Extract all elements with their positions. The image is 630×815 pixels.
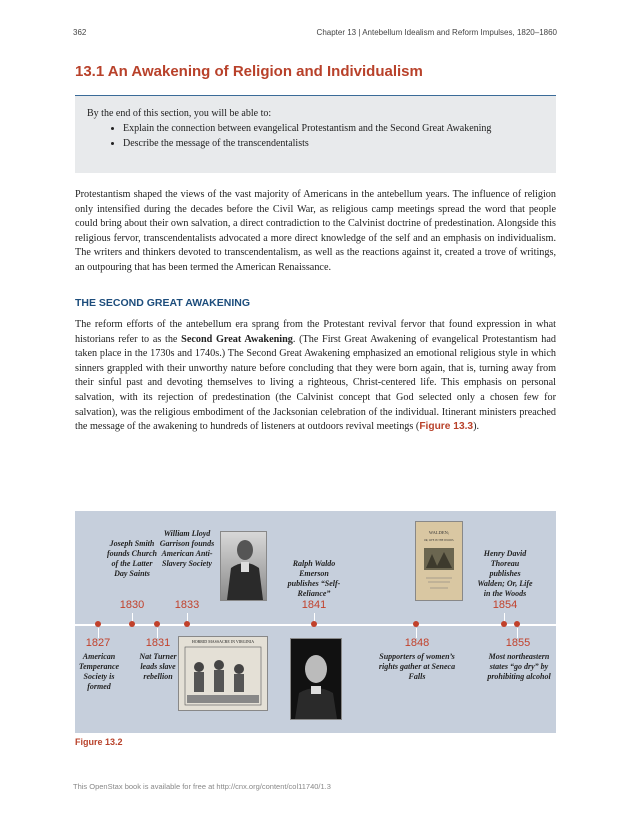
objective-item: • Describe the message of the transcendentalists	[123, 136, 544, 151]
learning-objectives-box	[75, 95, 556, 173]
event-text: Henry David Thoreau publishes Walden; Or, Life in the Woods	[477, 549, 533, 598]
timeline-dot	[413, 621, 419, 627]
event-year: 1833	[174, 599, 200, 611]
event-text: William Lloyd Garrison founds American Anti-Slavery Society	[159, 529, 215, 568]
event-text: Most northeastern states “go dry” by prohibiting alcohol	[487, 652, 551, 681]
intro-paragraph: Protestantism shaped the views of the vast majority of Americans in the antebellum years. The influence of religion only intensified during the decades before the Civil War, as religious camp meetings spread the word that people could bring about their own salvation, a direct contradiction to the Calvinist doctrine of predestination. Alongside this religious fervor, transcendentalists advocated a more direct knowledge of the self and an emphasis on individualism. The writers and thinkers devoted to transcendentalism, as well as the reactions against it, created a trove of writings, an outpouring that has been termed the American Renaissance.	[75, 189, 556, 273]
walden-title-page	[415, 521, 463, 601]
walden-title: WALDEN;	[428, 530, 450, 535]
figure-link[interactable]: Figure 13.3	[419, 421, 474, 433]
event-year: 1854	[492, 599, 518, 611]
section-title: 13.1 An Awakening of Religion and Individualism	[75, 63, 423, 80]
objectives-list	[87, 121, 544, 151]
key-term: Second Great Awakening	[181, 333, 293, 345]
objective-item: • Explain the connection between evangelical Protestantism and the Second Great Awakening	[123, 121, 544, 136]
timeline-figure	[75, 511, 556, 733]
paragraph-text: . (The First Great Awakening of evangelical Protestantism had taken place in the 1730s and 1740s.) The Second Great Awakening emphasized an emotional religious style in which sinners grappled with their unworthy nature before concluding that they were born again, that is, turning away from their sinful past and devoting themselves to living a righteous, Christ-centered life. This emphasis on personal salvation, with its rejection of predestination (the Calvinist concept that God selected only a chosen few for salvation), was the religious embodiment of the Jacksonian celebration of the individual. Itinerant ministers preached the message of the awakening to hundreds of listeners at outdoors revival meetings (	[75, 333, 556, 433]
event-year: 1830	[119, 599, 145, 611]
awakening-paragraph	[75, 318, 556, 435]
garrison-portrait	[220, 531, 267, 601]
objectives-intro: By the end of this section, you will be able to:	[87, 108, 272, 119]
page-footer: This OpenStax book is available for free at http://cnx.org/content/col11740/1.3	[73, 782, 331, 791]
event-year: 1827	[85, 637, 111, 649]
event-year: 1831	[145, 637, 171, 649]
event-text: Joseph Smith founds Church of the Latter Day Saints	[106, 539, 158, 578]
timeline-dot	[95, 621, 101, 627]
event-text: Nat Turner leads slave rebellion	[139, 652, 177, 681]
emerson-portrait	[290, 638, 342, 720]
paragraph-text: The reform efforts of the antebellum era sprang from the Protestant revival fervor that found expression in what historians refer to as the	[75, 319, 556, 345]
event-text: Ralph Waldo Emerson publishes “Self-Reliance”	[287, 559, 341, 598]
timeline-dot	[129, 621, 135, 627]
walden-subtitle: OR, LIFE IN THE WOODS.	[423, 539, 455, 542]
chapter-header: Chapter 13 | Antebellum Idealism and Reform Impulses, 1820–1860	[316, 28, 557, 37]
timeline-dot	[501, 621, 507, 627]
event-text: Supporters of women’s rights gather at Seneca Falls	[378, 652, 456, 681]
paragraph-text: ).	[473, 421, 480, 433]
event-year: 1848	[404, 637, 430, 649]
subheading: THE SECOND GREAT AWAKENING	[75, 297, 251, 309]
event-text: American Temperance Society is formed	[78, 652, 120, 691]
timeline-dot	[311, 621, 317, 627]
figure-caption: Figure 13.2	[75, 737, 123, 747]
timeline-dot	[154, 621, 160, 627]
timeline-dot	[514, 621, 520, 627]
event-year: 1841	[301, 599, 327, 611]
timeline-dot	[184, 621, 190, 627]
nat-turner-engraving	[178, 636, 268, 711]
page-number: 362	[73, 28, 87, 37]
event-year: 1855	[505, 637, 531, 649]
engraving-caption: HORRID MASSACRE IN VIRGINIA	[191, 639, 255, 644]
